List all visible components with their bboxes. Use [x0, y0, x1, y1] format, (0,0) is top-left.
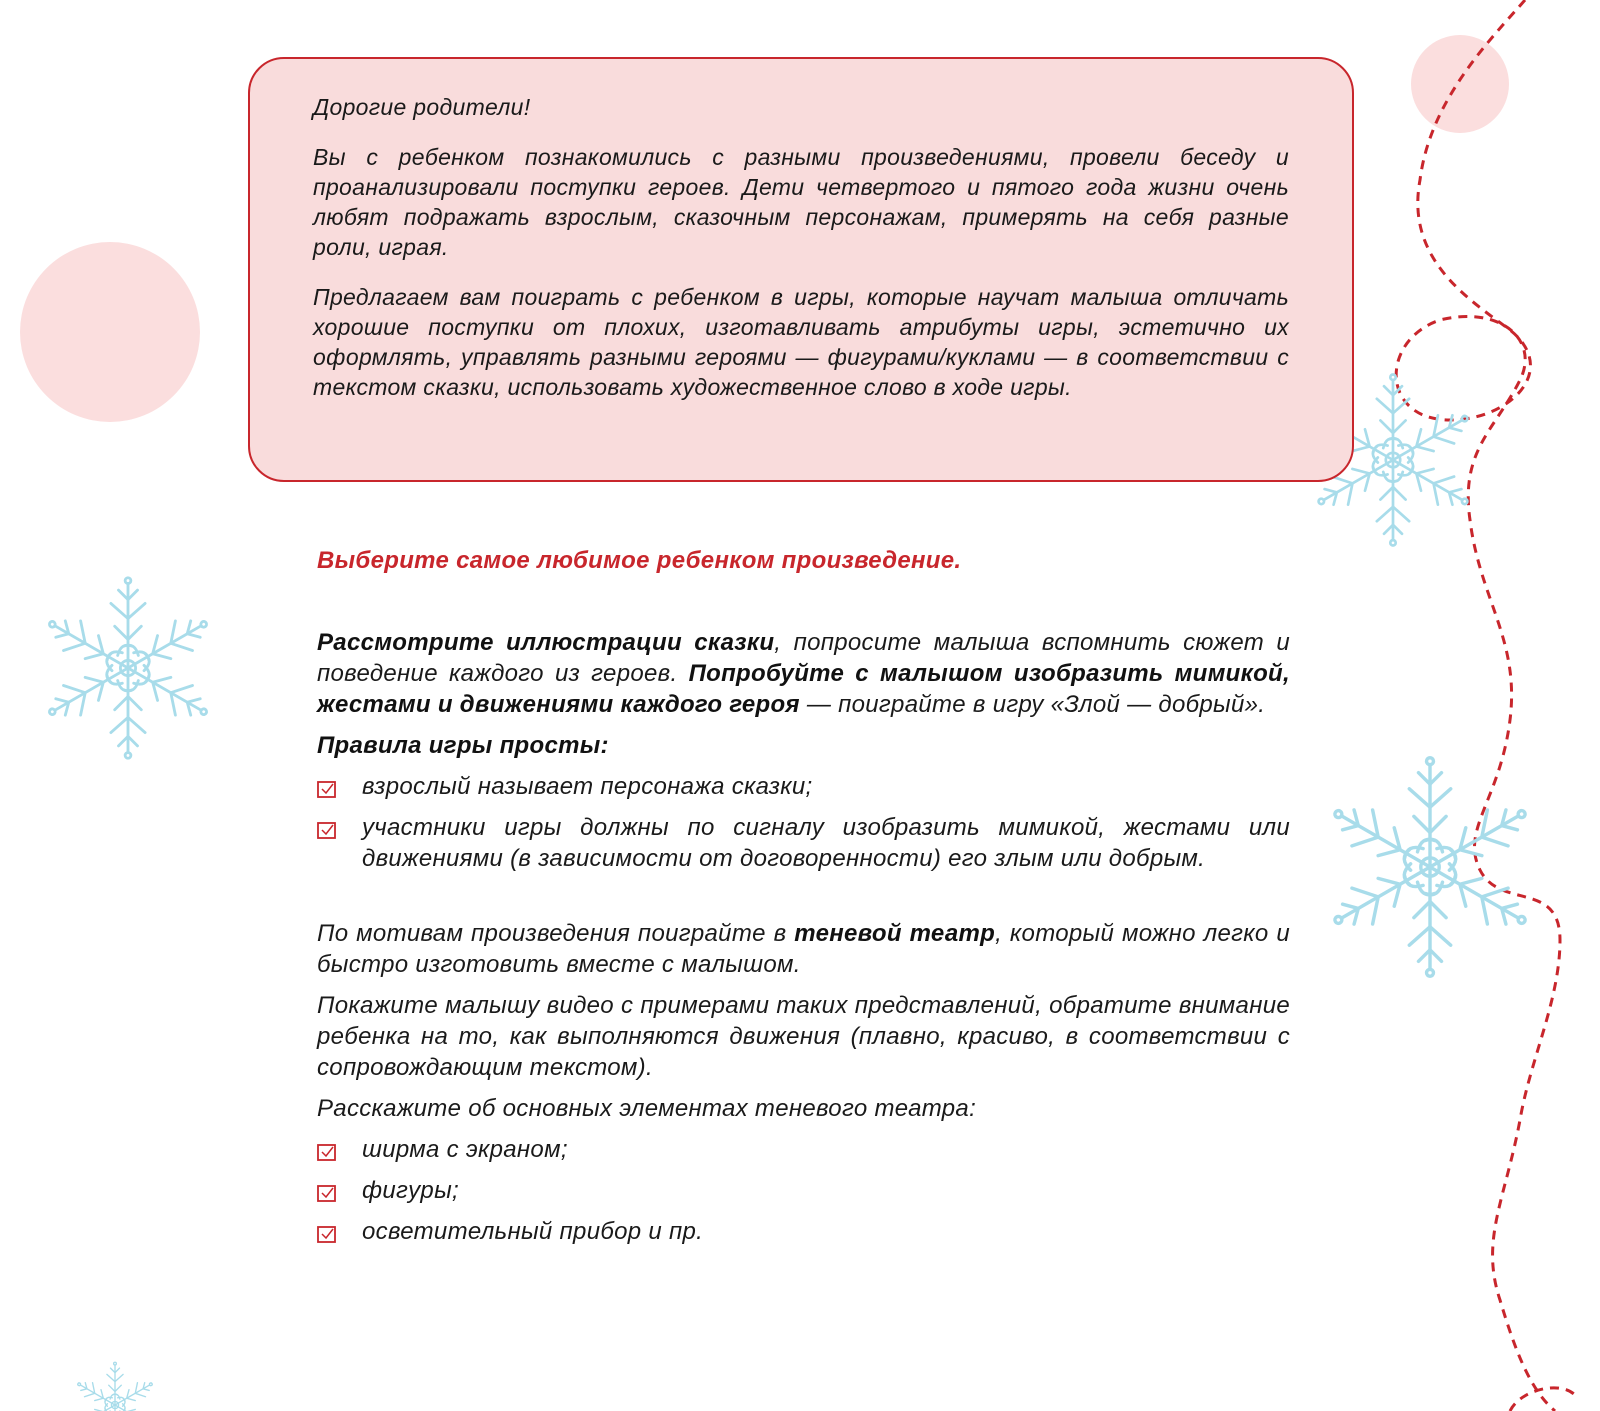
rules-title-wrap: [317, 730, 1290, 761]
check-icon: [317, 1143, 337, 1161]
dashed-thread-decoration: [1396, 0, 1575, 1411]
text-fragment: — поиграйте в игру «Злой — добрый».: [799, 691, 1266, 718]
greeting: Дорогие родители!: [313, 94, 531, 120]
text-fragment: , попросите малыша вспомнить сюжет и поведение каждого из героев.: [317, 629, 1290, 687]
list-item: [317, 1216, 1290, 1247]
theatre-elements-list: [317, 1134, 1290, 1247]
text-fragment: По мотивам произведения поиграйте в: [317, 920, 795, 947]
snowflake-icon: [39, 578, 216, 759]
intro-paragraph-1: Вы с ребенком познакомились с разными произведениями, провели беседу и проанализировали поступки героев. Дети четвертого и пятого года жизни очень любят подражать взрослым, сказочным персонажам, примерять на себя разные роли, играя.: [313, 144, 1289, 260]
snowflake-icon: [73, 1362, 157, 1411]
check-icon: [317, 1184, 337, 1202]
theatre-paragraph-2: Покажите малышу видео с примерами таких представлений, обратите внимание ребенка на то, как выполняются движения (плавно, красиво, в соответствии с сопровождающим текстом).: [317, 992, 1290, 1081]
intro-text: [313, 92, 1289, 422]
rules-list: [317, 771, 1290, 874]
list-item: [317, 1175, 1290, 1206]
check-icon: [317, 821, 337, 839]
rules-title: Правила игры просты:: [317, 732, 609, 759]
list-item: [317, 812, 1290, 874]
game-intro-paragraph: [317, 627, 1290, 720]
bold-phrase: Попробуйте с малышом изобразить мимикой, жестами и движениями каждого героя: [317, 660, 1290, 718]
list-item: [317, 1134, 1290, 1165]
element-text: осветительный прибор и пр.: [362, 1218, 704, 1245]
bold-phrase: Рассмотрите иллюстрации сказки: [317, 629, 775, 656]
intro-paragraph-2: Предлагаем вам поиграть с ребенком в игры, которые научат малыша отличать хорошие поступки от плохих, изготавливать атрибуты игры, эстетично их оформлять, управлять разными героями — фигурами/куклами — в соответствии с текстом сказки, использовать художественное слово в ходе игры.: [313, 284, 1289, 400]
theatre-paragraph-3: Расскажите об основных элементах теневого театра:: [317, 1095, 977, 1122]
main-content: [317, 545, 1290, 1257]
check-icon: [317, 1225, 337, 1243]
check-icon: [317, 780, 337, 798]
pink-circle-left: [20, 242, 200, 422]
section-heading: Выберите самое любимое ребенком произведение.: [317, 547, 962, 574]
element-text: ширма с экраном;: [362, 1136, 568, 1163]
rule-text: взрослый называет персонажа сказки;: [362, 773, 813, 800]
theatre-paragraph-1: [317, 918, 1290, 980]
snowflake-icon: [1323, 758, 1538, 977]
bold-phrase: теневой театр: [794, 920, 996, 947]
pink-circle-top-right: [1411, 35, 1509, 133]
list-item: [317, 771, 1290, 802]
text-fragment: , который можно легко и быстро изготовить вместе с малышом.: [317, 920, 1290, 978]
element-text: фигуры;: [362, 1177, 460, 1204]
rule-text: участники игры должны по сигналу изобразить мимикой, жестами или движениями (в зависимости от договоренности) его злым или добрым.: [362, 814, 1290, 872]
